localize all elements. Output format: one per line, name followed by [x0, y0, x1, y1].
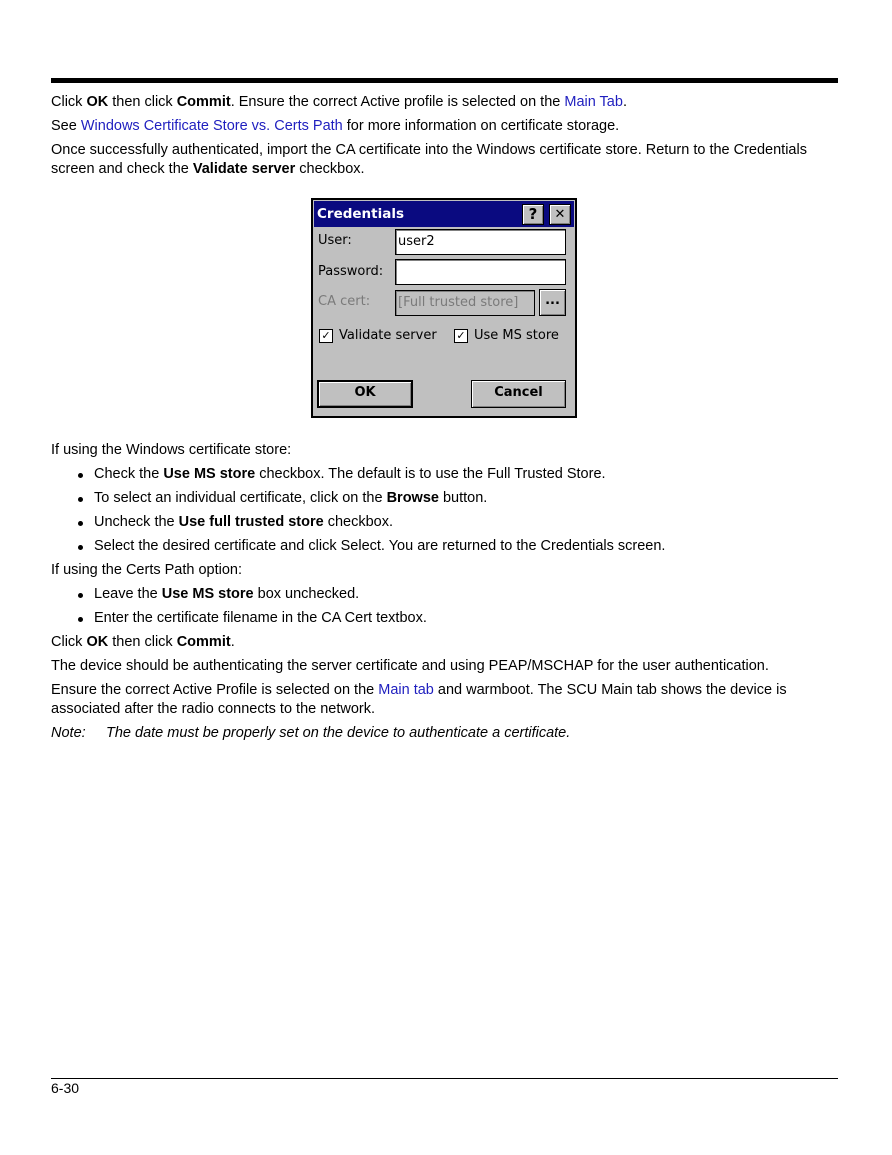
list-item: Uncheck the Use full trusted store checkbox. [51, 513, 841, 532]
ok-button[interactable]: OK [317, 380, 413, 408]
dialog-titlebar [314, 201, 574, 227]
page-number: 6-30 [51, 1080, 80, 1096]
use-ms-store-checkbox[interactable]: ✓ [454, 329, 468, 343]
paragraph-commit: Click OK then click Commit. Ensure the correct Active profile is selected on the Main Tab. [51, 94, 627, 110]
user-input[interactable]: user2 [395, 229, 566, 255]
ca-cert-label: CA cert: [318, 294, 371, 309]
main-tab-link-2[interactable]: Main tab [378, 682, 434, 698]
note-label: Note: [51, 725, 86, 741]
browse-button[interactable]: ... [539, 289, 566, 316]
winstore-intro: If using the Windows certificate store: [51, 442, 292, 458]
list-item: Enter the certificate filename in the CA Cert textbox. [51, 609, 841, 628]
winstore-list [51, 465, 841, 556]
certspath-list [51, 585, 841, 628]
use-ms-store-label: Use MS store [474, 328, 559, 343]
footer-rule [51, 1078, 838, 1079]
main-tab-link[interactable]: Main Tab [564, 94, 623, 110]
top-rule [51, 78, 838, 83]
certspath-intro: If using the Certs Path option: [51, 562, 243, 578]
list-item: Select the desired certificate and click Select. You are returned to the Credentials screen. [51, 537, 841, 556]
note-text: The date must be properly set on the device to authenticate a certificate. [106, 725, 571, 741]
validate-server-checkbox[interactable]: ✓ [319, 329, 333, 343]
credentials-dialog-figure [311, 198, 577, 418]
ca-cert-input: [Full trusted store] [395, 290, 535, 316]
list-item: To select an individual certificate, click on the Browse button. [51, 489, 841, 508]
page-content [51, 93, 841, 743]
note [51, 724, 841, 743]
password-label: Password: [318, 264, 384, 279]
close-button[interactable]: ✕ [549, 204, 571, 225]
paragraph-commit-2: Click OK then click Commit. [51, 634, 235, 650]
user-label: User: [318, 233, 352, 248]
paragraph-import: Once successfully authenticated, import the CA certificate into the Windows certificate store. Return to the Credentials screen and check the Validate server checkbox. [51, 142, 807, 177]
credentials-dialog [311, 198, 577, 418]
password-input[interactable] [395, 259, 566, 285]
paragraph-see: See Windows Certificate Store vs. Certs Path for more information on certificate storage. [51, 118, 620, 134]
list-item: Check the Use MS store checkbox. The default is to use the Full Trusted Store. [51, 465, 841, 484]
dialog-title: Credentials [317, 206, 405, 222]
help-button[interactable]: ? [522, 204, 544, 225]
cancel-button[interactable]: Cancel [471, 380, 566, 408]
cert-store-link[interactable]: Windows Certificate Store vs. Certs Path [80, 118, 343, 134]
paragraph-warmboot: Ensure the correct Active Profile is selected on the Main tab and warmboot. The SCU Main tab shows the device is associated after the radio connects to the network. [51, 682, 787, 717]
list-item: Leave the Use MS store box unchecked. [51, 585, 841, 604]
paragraph-authenticating: The device should be authenticating the server certificate and using PEAP/MSCHAP for the user authentication. [51, 658, 769, 674]
validate-server-label: Validate server [339, 328, 437, 343]
